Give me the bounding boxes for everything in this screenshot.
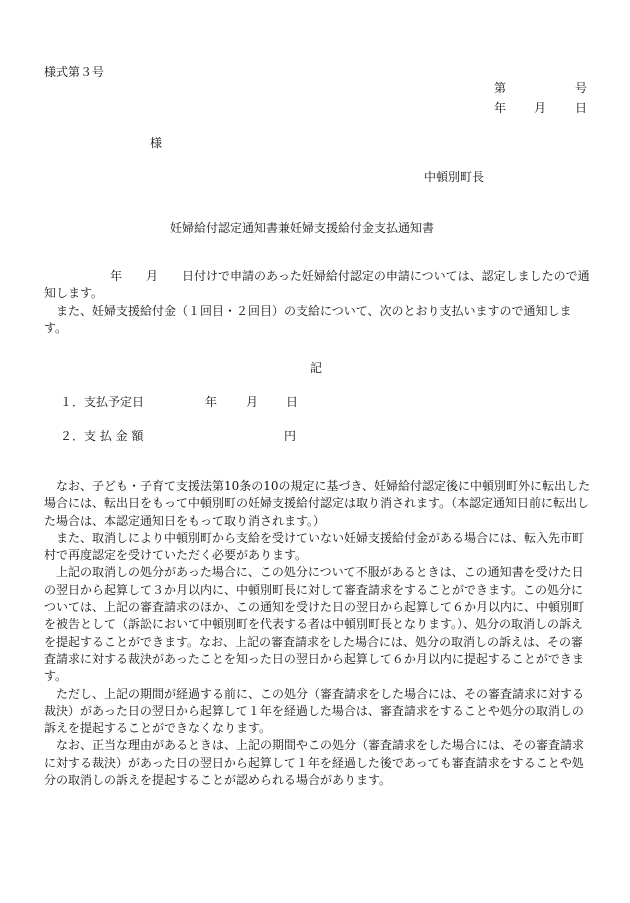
intro-section [44,268,592,337]
recipient-suffix: 様 [150,136,163,150]
item-payment-date-month: 月 [246,395,259,409]
document-title: 妊婦給付認定通知書兼妊婦支援給付金支払通知書 [170,221,435,235]
note-paragraph: ただし、上記の期間が経過する前に、この処分（審査請求をした場合には、その審査請求に対する裁決）があった日の翌日から起算して１年を経過した場合は、審査請求をすることや処分の取消しの訴えを提起することができなくなります。 [44,686,585,736]
intro-paragraph-1-text: 日付けで申請のあった妊婦給付認定の申請については、認定しましたので通知します。 [44,269,590,301]
date-day: 日 [575,101,588,115]
intro-paragraph-1 [44,268,592,303]
date-year: 年 [494,101,507,115]
intro-month: 月 [146,269,159,283]
item-payment-date-day: 日 [286,395,299,409]
ki-marker: 記 [310,361,323,375]
intro-paragraph-2: また、妊婦支援給付金（１回目・２回目）の支給について、次のとおり支払いますので通知します。 [44,303,572,335]
doc-number-prefix: 第 [494,81,507,95]
date-month: 月 [534,101,547,115]
item-payment-date-label: １．支払予定日 [60,395,145,409]
note-paragraph: また、取消しにより中頓別町から支給を受けていない妊婦支援給付金がある場合には、転入先市町村で再度認定を受けていただく必要があります。 [44,530,585,563]
doc-number-suffix: 号 [575,81,588,95]
form-number: 様式第３号 [44,65,105,79]
notes-section [44,478,592,789]
item-payment-date-year: 年 [205,395,218,409]
item-amount-unit: 円 [284,429,297,443]
item-amount-label: ２．支 払 金 額 [60,429,144,443]
sender: 中頓別町長 [424,170,485,184]
note-paragraph: 上記の取消しの処分があった場合に、この処分について不服があるときは、この通知書を受けた日の翌日から起算して３か月以内に、中頓別町長に対して審査請求をすることができます。この処分については、上記の審査請求のほか、この通知を受けた日の翌日から起算して６か月以内に、中頓別町を被告として（訴訟において中頓別町を代表する者は中頓別町長となります。）、処分の取消しの訴えを提起することができます。なお、上記の審査請求をした場合には、処分の取消しの訴えは、その審査請求に対する裁決があったことを知った日の翌日から起算して６か月以内に提起することができます。 [44,565,585,684]
note-paragraph: なお、子ども・子育て支援法第10条の10の規定に基づき、妊婦給付認定後に中頓別町外に転出した場合には、転出日をもって中頓別町の妊婦支援給付認定は取り消されます。（本認定通知日前に転出した場合は、本認定通知日をもって取り消されます。） [44,479,591,528]
note-paragraph: なお、正当な理由があるときは、上記の期間やこの処分（審査請求をした場合には、その審査請求に対する裁決）があった日の翌日から起算して１年を経過した後であっても審査請求をすることや処分の取消しの訴えを提起することが認められる場合があります。 [44,738,585,788]
intro-year: 年 [110,269,123,283]
